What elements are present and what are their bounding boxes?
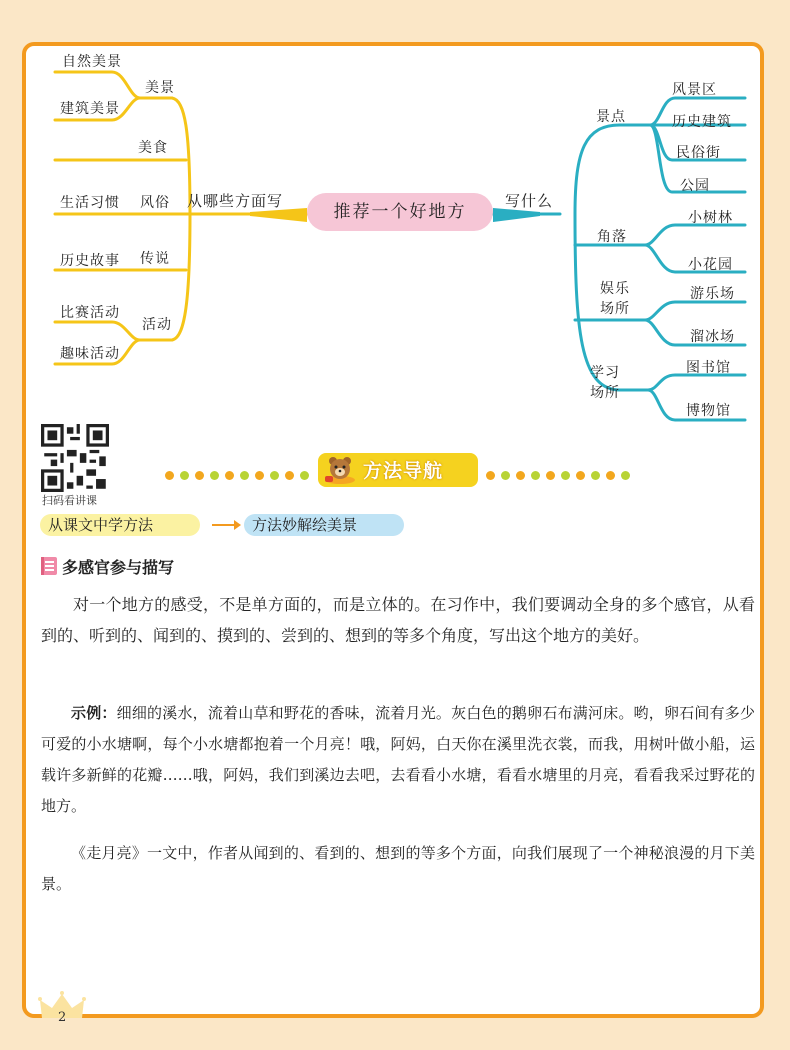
group-label: 美景 — [145, 80, 175, 96]
leaf-label: 游乐场 — [690, 286, 735, 302]
leaf-label: 博物馆 — [686, 403, 731, 419]
group-label: 美食 — [138, 140, 168, 156]
decorative-dot — [516, 471, 525, 480]
method-from-pill: 从课文中学方法 — [40, 514, 200, 536]
decorative-dots-right — [486, 465, 636, 484]
mind-map — [0, 0, 790, 440]
decorative-dot — [486, 471, 495, 480]
group-label-line: 学习 — [590, 365, 620, 381]
decorative-dot — [225, 471, 234, 480]
group-label-line: 场所 — [590, 385, 620, 401]
subheading: 多感官参与描写 — [62, 558, 175, 577]
leaf-label: 历史故事 — [60, 253, 120, 269]
group-label: 传说 — [140, 251, 170, 267]
decorative-dot — [240, 471, 249, 480]
group-label: 活动 — [142, 317, 172, 333]
qr-code[interactable] — [41, 424, 109, 492]
group-label: 风俗 — [140, 195, 170, 211]
decorative-dot — [621, 471, 630, 480]
leaf-label: 小树林 — [688, 210, 733, 226]
decorative-dot — [195, 471, 204, 480]
leaf-label: 小花园 — [688, 257, 733, 273]
book-icon — [40, 556, 58, 576]
example-paragraph — [41, 698, 755, 822]
decorative-dot — [606, 471, 615, 480]
decorative-dot — [501, 471, 510, 480]
paragraph-1: 对一个地方的感受，不是单方面的，而是立体的。在习作中，我们要调动全身的多个感官，从看到的、听到的、闻到的、摸到的、尝到的、想到的等多个角度，写出这个地方的美好。 — [41, 595, 755, 645]
bear-mascot-icon — [323, 455, 357, 485]
qr-caption: 扫码看讲课 — [42, 494, 97, 507]
leaf-label: 建筑美景 — [60, 101, 120, 117]
decorative-dot — [576, 471, 585, 480]
leaf-label: 公园 — [680, 178, 710, 194]
leaf-label: 自然美景 — [62, 54, 122, 70]
decorative-dot — [270, 471, 279, 480]
leaf-label: 民俗街 — [676, 145, 721, 161]
right-branch-label: 写什么 — [505, 192, 554, 210]
page-number: 2 — [58, 1010, 67, 1025]
leaf-label: 历史建筑 — [672, 114, 732, 130]
method-to-pill: 方法妙解绘美景 — [244, 514, 404, 536]
decorative-dot — [285, 471, 294, 480]
leaf-label: 生活习惯 — [60, 195, 120, 211]
paragraph-3: 《走月亮》一文中，作者从闻到的、看到的、想到的等多个方面，向我们展现了一个神秘浪漫的月下美景。 — [41, 844, 755, 893]
group-label: 角落 — [597, 229, 627, 245]
leaf-label: 趣味活动 — [60, 346, 120, 362]
decorative-dot — [300, 471, 309, 480]
center-node: 推荐一个好地方 — [307, 193, 493, 231]
decorative-dot — [255, 471, 264, 480]
decorative-dot — [531, 471, 540, 480]
decorative-dot — [180, 471, 189, 480]
example-label: 示例： — [71, 704, 117, 722]
decorative-dots-left — [165, 465, 315, 484]
leaf-label: 溜冰场 — [690, 329, 735, 345]
group-label: 景点 — [596, 109, 626, 125]
decorative-dot — [561, 471, 570, 480]
decorative-dot — [591, 471, 600, 480]
decorative-dot — [210, 471, 219, 480]
group-label-line: 场所 — [600, 301, 630, 317]
group-label-line: 娱乐 — [600, 281, 630, 297]
section-header — [318, 453, 478, 487]
decorative-dot — [165, 471, 174, 480]
spine-right — [575, 125, 620, 390]
spine-left — [172, 98, 190, 340]
leaf-label: 图书馆 — [686, 360, 731, 376]
leaf-label: 比赛活动 — [60, 305, 120, 321]
arrow-right-icon — [210, 518, 242, 532]
leaf-label: 风景区 — [672, 82, 717, 98]
left-branch-label: 从哪些方面写 — [187, 192, 284, 210]
example-text: 细细的溪水，流着山草和野花的香味，流着月光。灰白色的鹅卵石布满河床。哟，卵石间有多少可爱的小水塘啊，每个小水塘都抱着一个月亮！哦，阿妈，白天你在溪里洗衣裳，而我，用树叶做小船，运载许多新鲜的花瓣……哦，阿妈，我们到溪边去吧，去看看小水塘，看看水塘里的月亮，看看我采过野花的地方。 — [41, 704, 755, 815]
decorative-dot — [546, 471, 555, 480]
section-title: 方法导航 — [363, 460, 444, 482]
